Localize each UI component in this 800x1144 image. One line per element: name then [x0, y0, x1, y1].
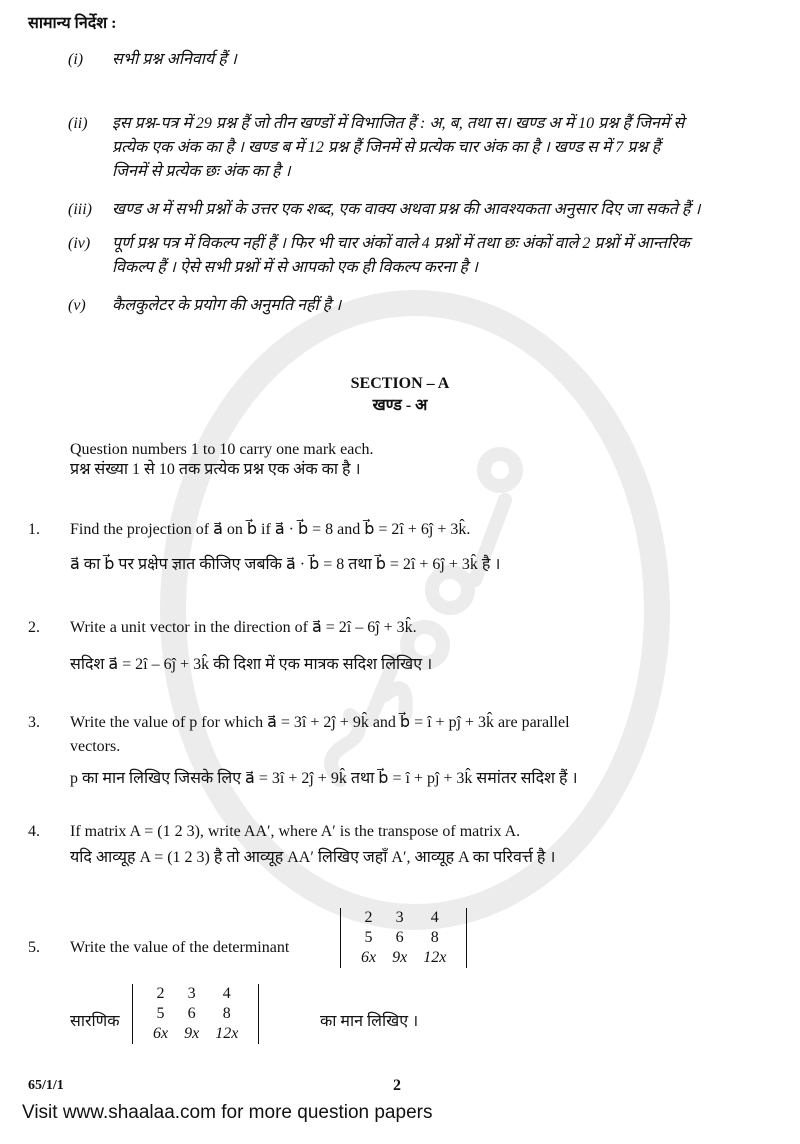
det-cell: 9x	[184, 1025, 200, 1042]
instruction-text: विकल्प हैं । ऐसे सभी प्रश्नों में से आपको एक ही विकल्प करना है ।	[112, 259, 479, 276]
det-cell: 3	[187, 985, 196, 1002]
determinant	[340, 908, 467, 968]
question-text: vectors.	[70, 738, 121, 755]
question-text-hindi: सारणिक	[70, 1013, 120, 1030]
instruction-num: (iv)	[68, 235, 91, 252]
instruction-num: (v)	[68, 297, 86, 314]
question-number: 2.	[28, 619, 40, 636]
instruction-num: (i)	[68, 51, 84, 68]
question-text-hindi: p का मान लिखिए जिसके लिए a⃗ = 3î + 2ĵ + 9k̂ तथा b⃗ = î + pĵ + 3k̂ समांतर सदिश हैं ।	[70, 770, 578, 787]
question-text-hindi: a⃗ का b⃗ पर प्रक्षेप ज्ञात कीजिए जबकि a⃗ · b⃗ = 8 तथा b⃗ = 2î + 6ĵ + 3k̂ है ।	[70, 556, 501, 573]
question-number: 1.	[28, 521, 40, 538]
instruction-text: सभी प्रश्न अनिवार्य हैं ।	[112, 51, 237, 68]
det-cell: 4	[430, 909, 439, 926]
instructions-title: सामान्य निर्देश :	[28, 15, 117, 32]
det-cell: 8	[430, 929, 439, 946]
section-note: Question numbers 1 to 10 carry one mark each.	[70, 441, 374, 458]
det-cell: 5	[156, 1005, 165, 1022]
instruction-text: इस प्रश्न-पत्र में 29 प्रश्न हैं जो तीन खण्डों में विभाजित हैं : अ, ब, तथा स। खण्ड अ में 10 प्रश्न हैं जिनमें से	[112, 115, 685, 132]
det-cell: 2	[364, 909, 373, 926]
question-number: 4.	[28, 823, 40, 840]
question-text-hindi: का मान लिखिए ।	[320, 1013, 419, 1030]
question-text: Write a unit vector in the direction of a⃗ = 2î – 6ĵ + 3k̂.	[70, 619, 417, 636]
question-text-hindi: सदिश a⃗ = 2î – 6ĵ + 3k̂ की दिशा में एक मात्रक सदिश लिखिए ।	[70, 656, 433, 673]
det-cell: 5	[364, 929, 373, 946]
det-cell: 6	[187, 1005, 196, 1022]
det-cell: 12x	[423, 949, 447, 966]
footer-banner[interactable]: Visit www.shaalaa.com for more question papers	[22, 1102, 433, 1123]
page-number: 2	[393, 1077, 401, 1094]
det-cell: 6x	[361, 949, 377, 966]
paper-code: 65/1/1	[28, 1078, 64, 1093]
question-text: Write the value of p for which a⃗ = 3î + 2ĵ + 9k̂ and b⃗ = î + pĵ + 3k̂ are parallel	[70, 714, 570, 731]
question-number: 5.	[28, 939, 40, 956]
det-cell: 12x	[215, 1025, 239, 1042]
determinant-hindi	[132, 984, 259, 1044]
det-cell: 8	[222, 1005, 231, 1022]
det-cell: 4	[222, 985, 231, 1002]
det-cell: 3	[395, 909, 404, 926]
question-text: Find the projection of a⃗ on b⃗ if a⃗ · b⃗ = 8 and b⃗ = 2î + 6ĵ + 3k̂.	[70, 521, 471, 538]
det-cell: 6	[395, 929, 404, 946]
instruction-text: प्रत्येक एक अंक का है । खण्ड ब में 12 प्रश्न हैं जिनमें से प्रत्येक चार अंक का है । खण्ड स में 7 प्रश्न हैं	[112, 139, 661, 156]
question-number: 3.	[28, 714, 40, 731]
section-title-hindi: खण्ड - अ	[372, 397, 428, 414]
det-cell: 2	[156, 985, 165, 1002]
instruction-num: (ii)	[68, 115, 88, 132]
question-text: If matrix A = (1 2 3), write AA′, where A′ is the transpose of matrix A.	[70, 823, 521, 840]
det-cell: 9x	[392, 949, 408, 966]
instruction-text: कैलकुलेटर के प्रयोग की अनुमति नहीं है ।	[112, 297, 342, 314]
instruction-text: खण्ड अ में सभी प्रश्नों के उत्तर एक शब्द, एक वाक्य अथवा प्रश्न की आवश्यकता अनुसार दिए जा सकते हैं ।	[112, 201, 701, 218]
question-text-hindi: यदि आव्यूह A = (1 2 3) है तो आव्यूह AA′ लिखिए जहाँ A′, आव्यूह A का परिवर्त्त है ।	[70, 849, 556, 866]
question-text: Write the value of the determinant	[70, 939, 290, 956]
section-note-hindi: प्रश्न संख्या 1 से 10 तक प्रत्येक प्रश्न एक अंक का है ।	[70, 461, 361, 478]
det-cell: 6x	[153, 1025, 169, 1042]
section-title: SECTION – A	[350, 375, 450, 392]
instruction-num: (iii)	[68, 201, 92, 218]
instruction-text: जिनमें से प्रत्येक छः अंक का है ।	[112, 163, 291, 180]
instruction-text: पूर्ण प्रश्न पत्र में विकल्प नहीं हैं । फिर भी चार अंकों वाले 4 प्रश्नों में तथा छः अंकों वाले 2 प्रश्नों में आन्तरिक	[112, 235, 690, 252]
